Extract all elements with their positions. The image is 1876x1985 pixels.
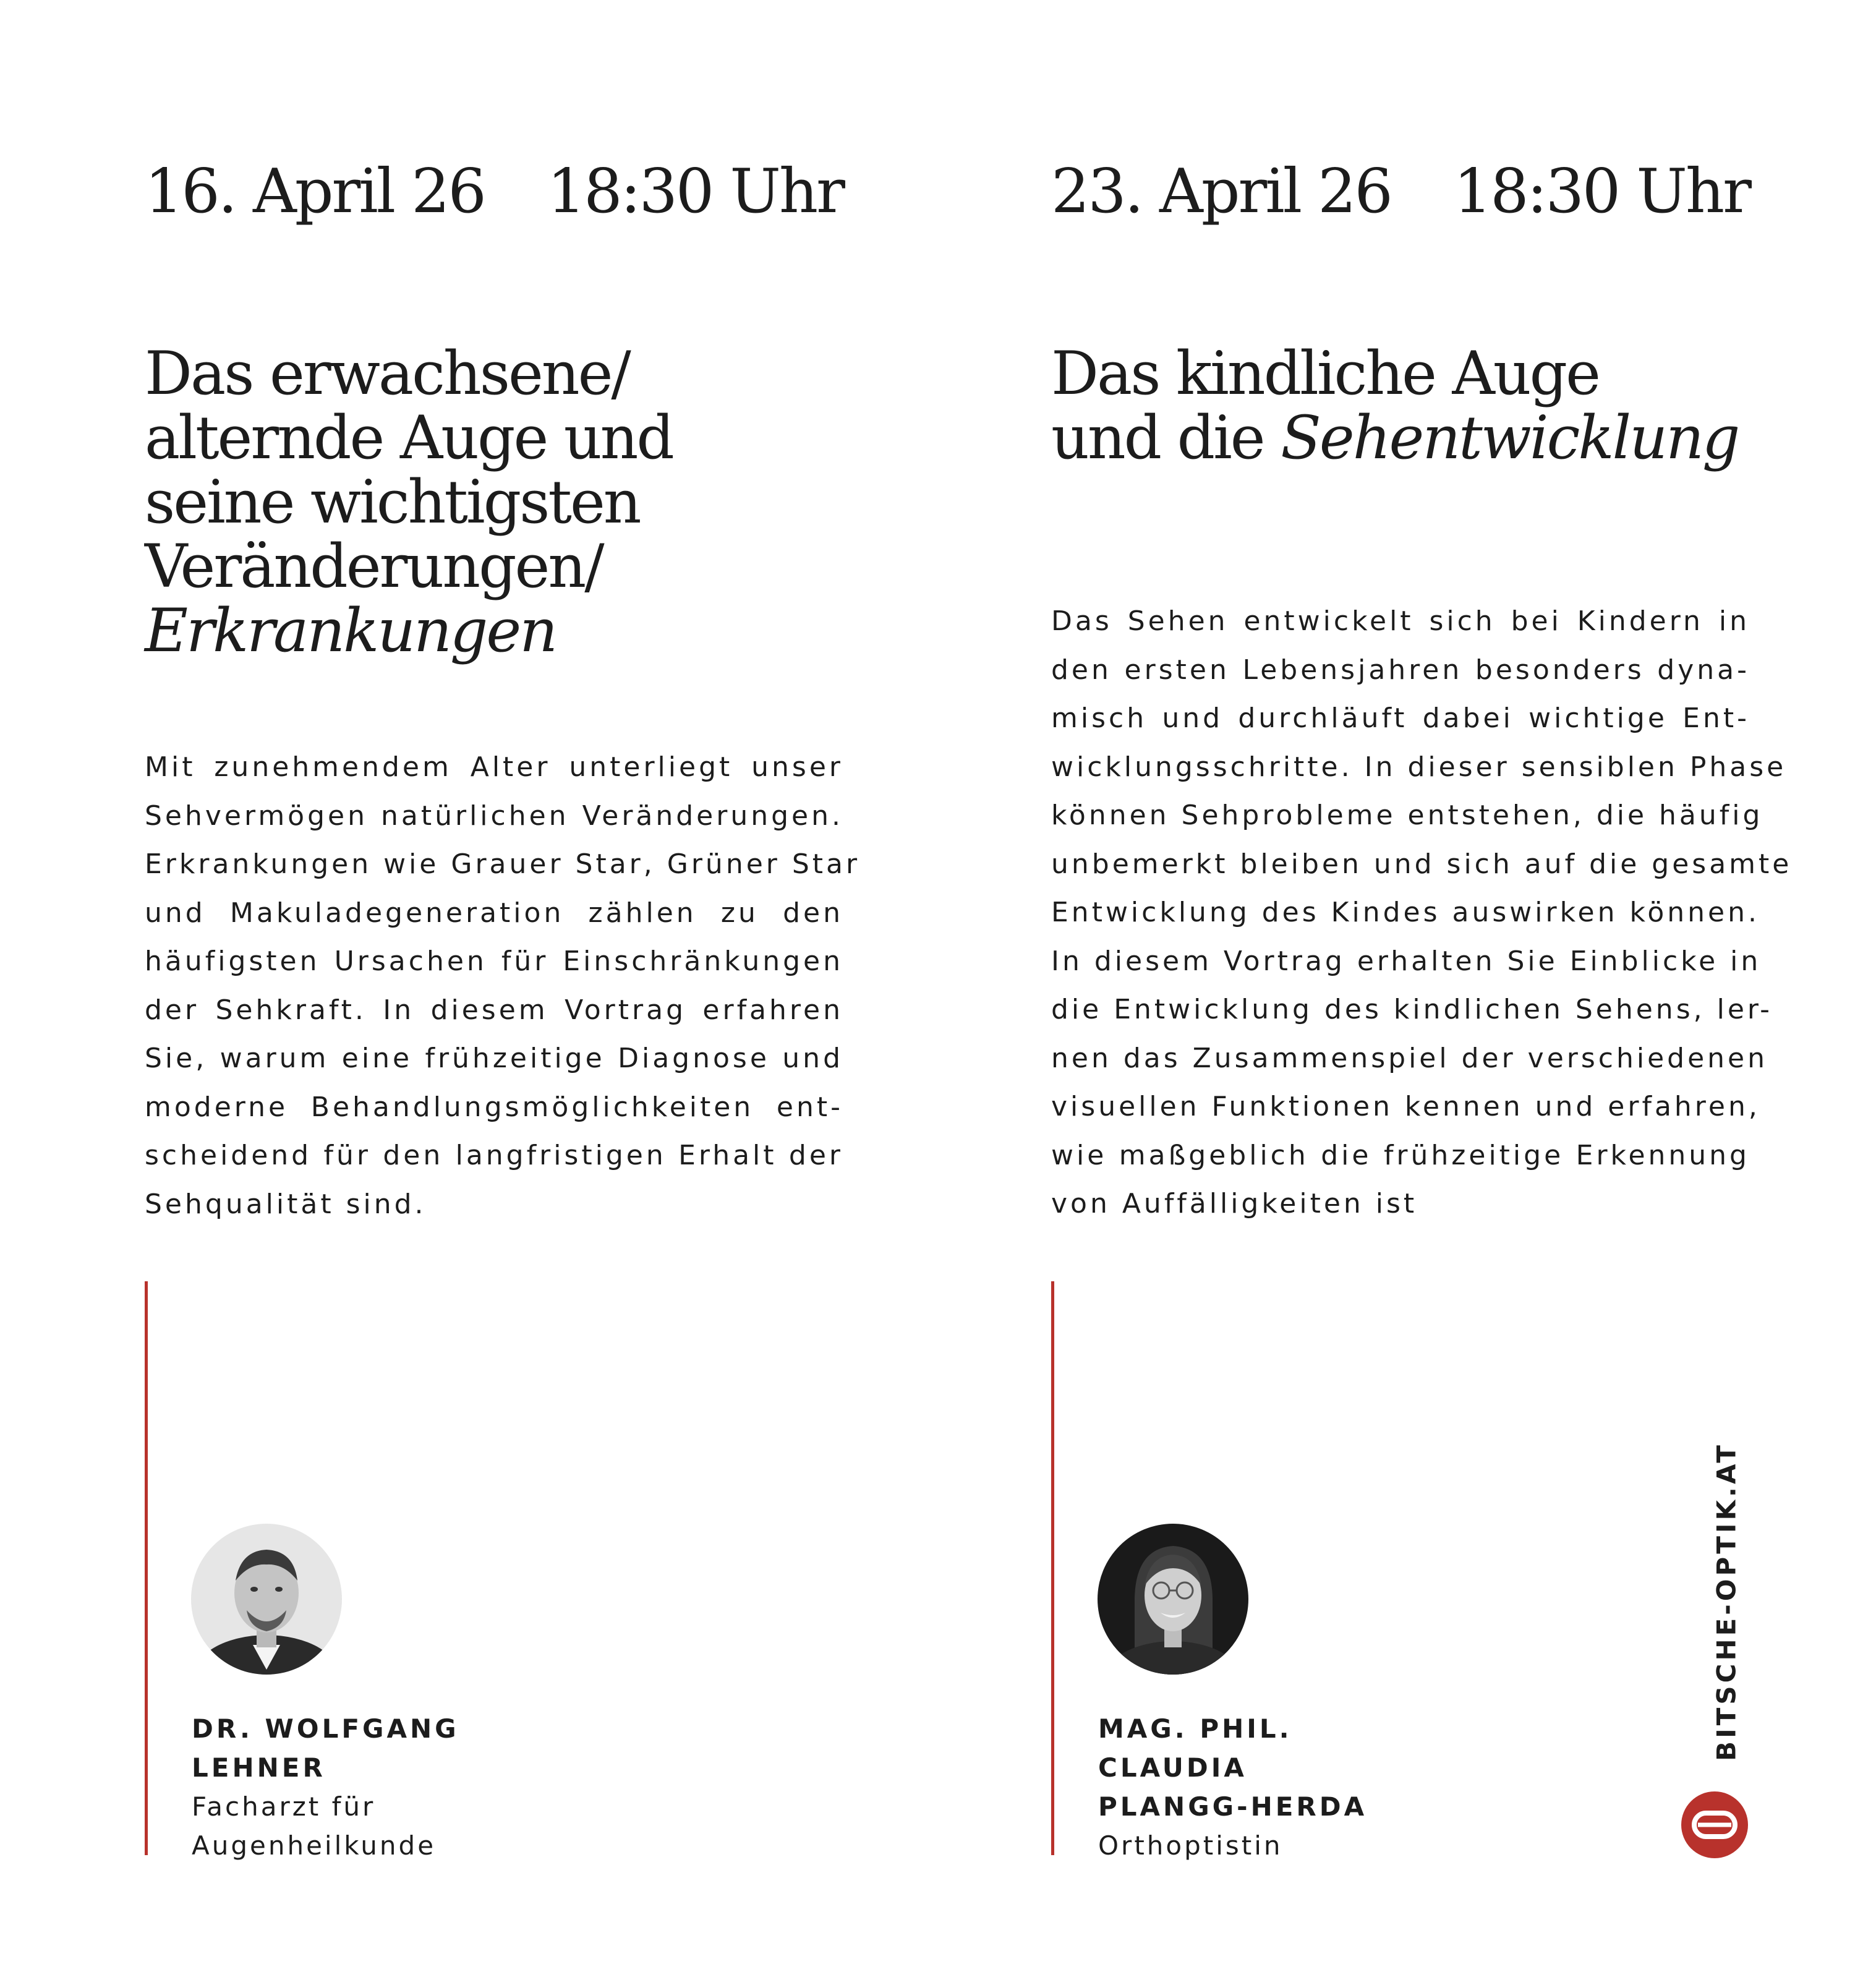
speaker-name: MAG. PHIL. <box>1098 1714 1292 1744</box>
title-line: Veränderungen/ <box>145 532 603 601</box>
accent-divider <box>1051 1281 1054 1855</box>
speaker-avatar <box>191 1524 342 1675</box>
description-line: moderne Behandlungsmöglichkeiten ent- <box>145 1091 843 1123</box>
speaker-info <box>192 1709 625 1865</box>
description-line: In diesem Vortrag erhalten Sie Einblicke in <box>1051 945 1762 977</box>
speaker-portrait-icon <box>1098 1524 1248 1675</box>
speaker-name: CLAUDIA <box>1098 1752 1247 1783</box>
description-line: Sehqualität sind. <box>145 1188 427 1220</box>
description-line: können Sehprobleme entstehen, die häufig <box>1051 800 1763 831</box>
brand-website-text: BITSCHE-OPTIK.AT <box>1711 1442 1742 1761</box>
title-text-italic: Sehentwicklung <box>1281 403 1739 472</box>
description-line: und Makuladegeneration zählen zu den <box>145 897 843 929</box>
description-line: unbemerkt bleiben und sich auf die gesamte <box>1051 848 1793 880</box>
description-line: misch und durchläuft dabei wichtige Ent- <box>1051 702 1750 734</box>
description-line: scheidend für den langfristigen Erhalt der <box>145 1140 843 1171</box>
event-date: 23. April 26 <box>1051 156 1391 227</box>
speaker-name: PLANGG-HERDA <box>1098 1791 1368 1822</box>
event-time: 18:30 Uhr <box>547 156 843 227</box>
description-line: Sehvermögen natürlichen Veränderungen. <box>145 800 843 832</box>
description-line: Mit zunehmendem Alter unterliegt unser <box>145 751 843 783</box>
title-line: alternde Auge und <box>145 403 673 472</box>
event-column-2 <box>1051 0 1793 1985</box>
title-line-italic: Erkrankungen <box>145 596 556 665</box>
description-line: die Entwicklung des kindlichen Sehens, ler- <box>1051 994 1773 1025</box>
event-date: 16. April 26 <box>145 156 485 227</box>
speaker-role: Orthoptistin <box>1098 1830 1283 1861</box>
title-text: und die <box>1051 403 1281 472</box>
description-line: Das Sehen entwickelt sich bei Kindern in <box>1051 605 1750 637</box>
event-datetime <box>1051 148 1750 235</box>
description-line: von Auffälligkeiten ist <box>1051 1188 1418 1219</box>
speaker-name: LEHNER <box>192 1752 326 1783</box>
accent-divider <box>145 1281 148 1855</box>
speaker-role: Facharzt für <box>192 1791 376 1822</box>
description-line: häufigsten Ursachen für Einschränkungen <box>145 946 843 977</box>
title-line: Das erwachsene/ <box>145 339 629 408</box>
title-line: Das kindliche Auge <box>1051 339 1599 408</box>
description-line: den ersten Lebensjahren besonders dyna- <box>1051 654 1750 686</box>
event-description <box>145 743 861 1229</box>
title-line: seine wichtigsten <box>145 467 640 537</box>
title-line <box>1051 403 1793 472</box>
speaker-avatar <box>1098 1524 1248 1675</box>
description-line: wie maßgeblich die frühzeitige Erkennung <box>1051 1139 1750 1171</box>
description-line: wicklungsschritte. In dieser sensiblen Phase <box>1051 751 1787 783</box>
bitsche-logo-icon <box>1681 1791 1749 1859</box>
brand-website[interactable] <box>1711 1442 1742 1761</box>
speaker-name: DR. WOLFGANG <box>192 1714 459 1744</box>
description-line: Sie, warum eine frühzeitige Diagnose und <box>145 1043 843 1074</box>
description-line: der Sehkraft. In diesem Vortrag erfahren <box>145 994 843 1026</box>
event-column-1 <box>145 0 861 1985</box>
event-title <box>1051 341 1793 470</box>
event-description <box>1051 597 1793 1229</box>
description-line: Entwicklung des Kindes auswirken können. <box>1051 897 1760 928</box>
description-line: visuellen Funktionen kennen und erfahren, <box>1051 1091 1760 1122</box>
event-datetime <box>145 148 843 235</box>
description-line: nen das Zusammenspiel der verschiedenen <box>1051 1042 1768 1074</box>
speaker-portrait-icon <box>191 1524 342 1675</box>
description-line: Erkrankungen wie Grauer Star, Grüner Star <box>145 848 861 880</box>
event-time: 18:30 Uhr <box>1453 156 1750 227</box>
event-title <box>145 341 887 663</box>
speaker-info <box>1098 1709 1531 1865</box>
speaker-role: Augenheilkunde <box>192 1830 437 1861</box>
